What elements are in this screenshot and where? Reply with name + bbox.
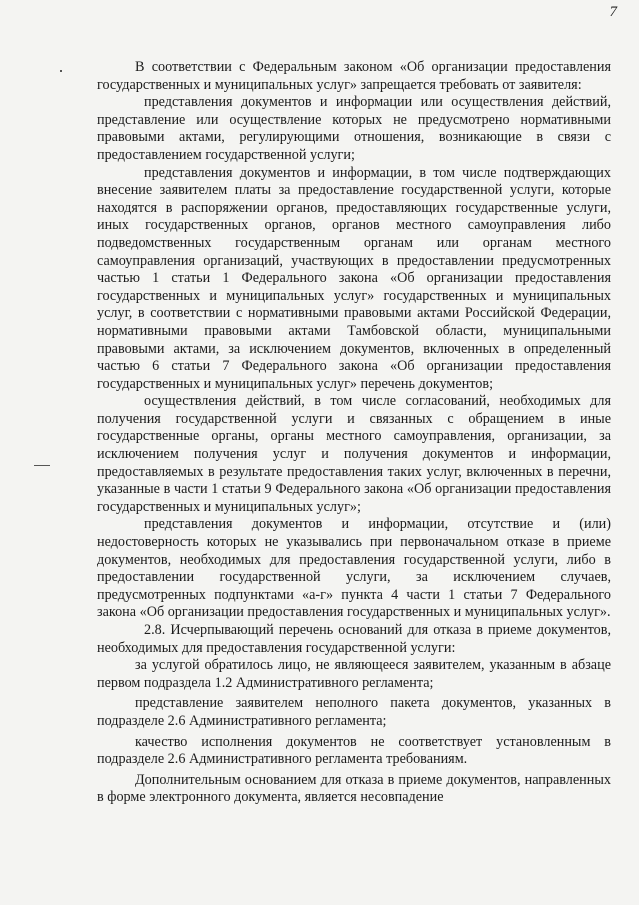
list-item-2: представления документов и информации, в том числе подтверждающих внесение заявителем платы за предоставление государственной услуги, которые находятся в распоряжении органов, предоставляющих государственные услуги, иных государственных органов, органов местного самоуправления либо подведомственных государственным органам или органам местного самоуправления организаций, участвующих в предоставлении предусмотренных частью 1 статьи 1 Федерального закона «Об организации предоставления государственных и муниципальных услуг» государственных и муниципальных услуг, в соответствии с нормативными правовыми актами Российской Федерации, нормативными правовыми актами Тамбовской области, муниципальными правовыми актами, за исключением документов, включенных в определенный частью 6 статьи 7 Федерального закона «Об организации предоставления государственных и муниципальных услуг» перечень документов; xyxy=(97,164,611,392)
refusal-reason-2: представление заявителем неполного пакета документов, указанных в подразделе 2.6 Административного регламента; xyxy=(97,695,611,729)
refusal-reason-1: за услугой обратилось лицо, не являющееся заявителем, указанным в абзаце первом подраздела 1.2 Административного регламента; xyxy=(97,657,611,691)
additional-reason: Дополнительным основанием для отказа в приеме документов, направленных в форме электронного документа, является несовпадение xyxy=(97,771,611,806)
list-item-4: представления документов и информации, отсутствие и (или) недостоверность которых не указывались при первоначальном отказе в приеме документов, необходимых для предоставления государственной услуги, либо в предоставлении государственной услуги, за исключением случаев, предусмотренных подпунктами «а-г» пункта 4 части 1 статьи 7 Федерального закона «Об организации предоставления государственных и муниципальных услуг». xyxy=(97,516,611,621)
refusal-reason-3: качество исполнения документов не соответствует установленным в подразделе 2.6 Административного регламента требованиям. xyxy=(97,733,611,768)
list-item-3: осуществления действий, в том числе согласований, необходимых для получения государственной услуги и связанных с обращением в иные государственные органы, органы местного самоуправления, организации, за исключением получения услуг и получения документов и информации, предоставляемых в результате предоставления таких услуг, включенных в перечни, указанные в части 1 статьи 9 Федерального закона «Об организации предоставления государственных и муниципальных услуг»; xyxy=(97,393,611,515)
section-2-8-heading: 2.8. Исчерпывающий перечень оснований для отказа в приеме документов, необходимых для предоставления государственной услуги: xyxy=(97,622,611,656)
list-item-1: представления документов и информации или осуществления действий, представление или осуществление которых не предусмотрено нормативными правовыми актами, регулирующими отношения, возникающие в связи с предоставлением государственной услуги; xyxy=(97,94,611,163)
scan-mark xyxy=(34,465,50,466)
paragraph-intro: В соответствии с Федеральным законом «Об организации предоставления государственных и муниципальных услуг» запрещается требовать от заявителя: xyxy=(97,59,611,93)
page-number: 7 xyxy=(609,4,617,20)
scan-mark xyxy=(60,70,62,72)
document-body xyxy=(97,59,611,807)
